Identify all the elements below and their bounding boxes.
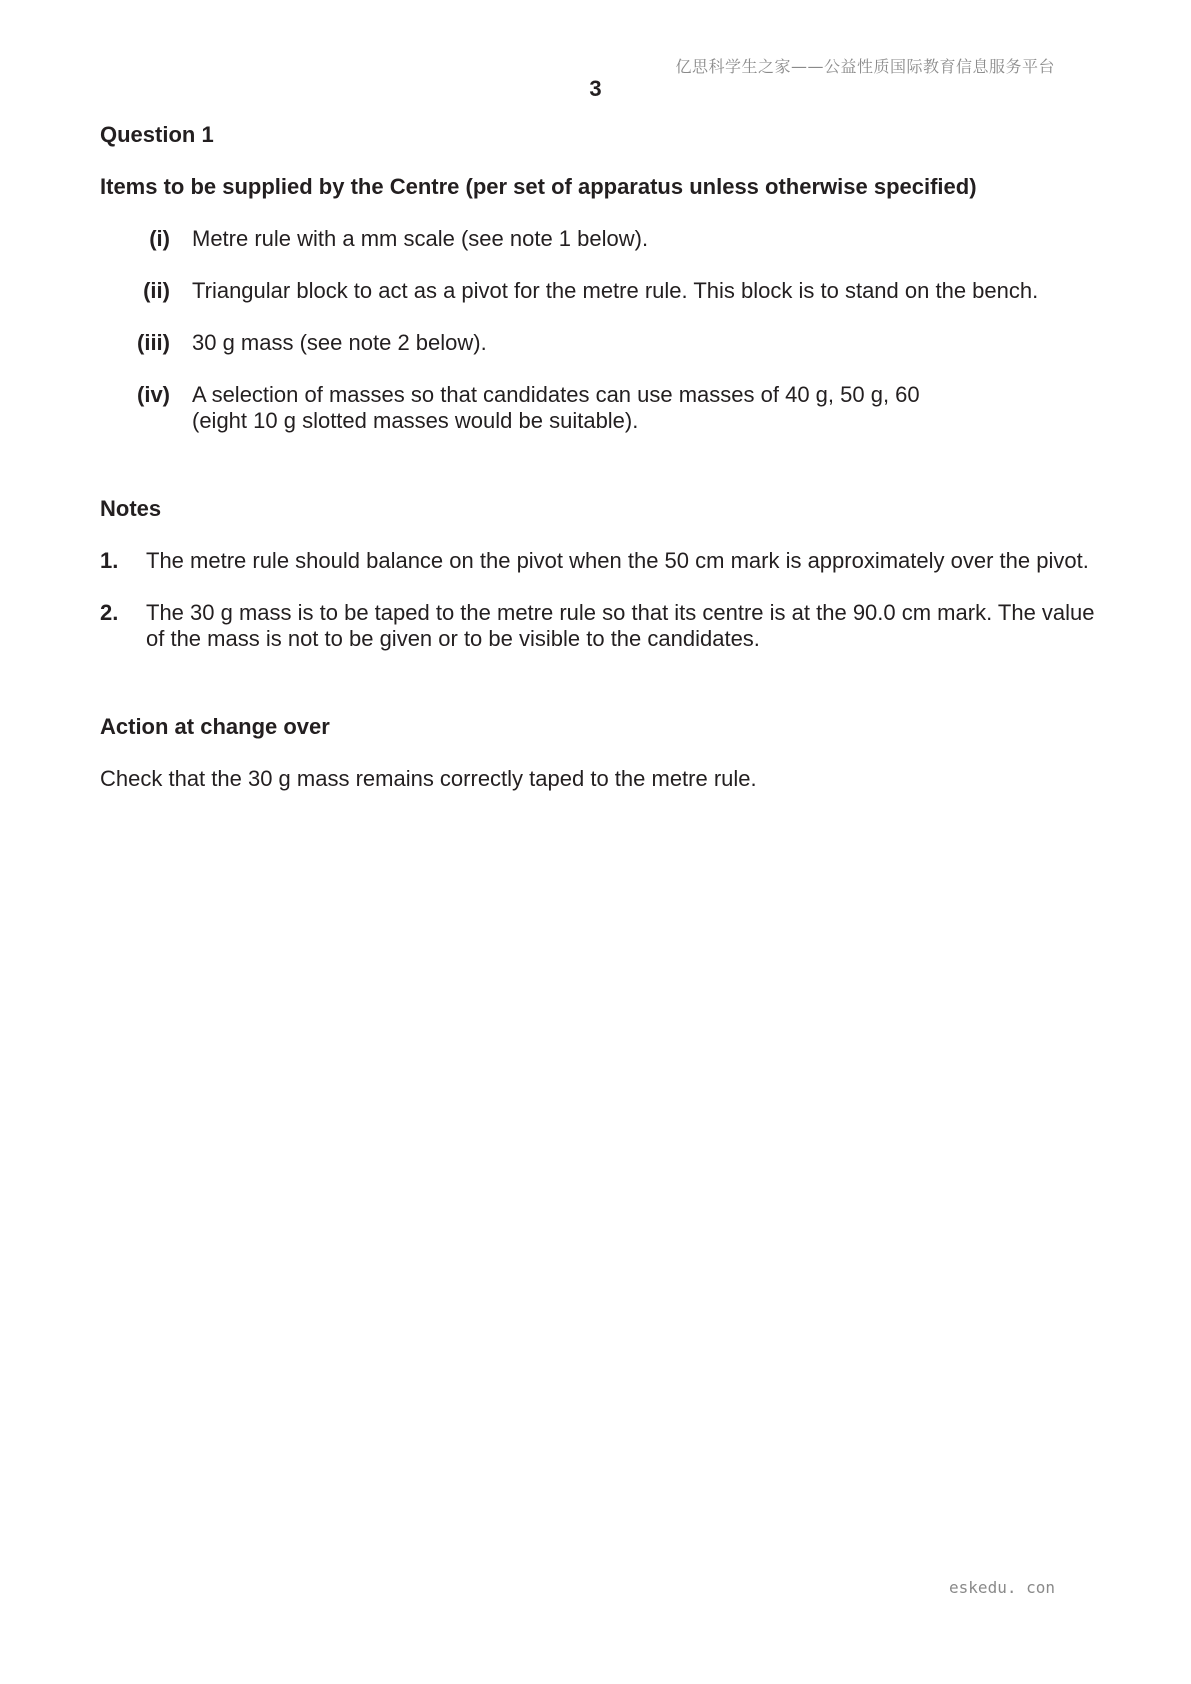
watermark-header: 亿思科学生之家——公益性质国际教育信息服务平台 bbox=[675, 57, 1055, 76]
list-item bbox=[100, 226, 1100, 252]
note-text: The 30 g mass is to be taped to the metre rule so that its centre is at the 90.0 cm mark. The value of the mass is not to be given or to be visible to the candidates. bbox=[146, 600, 1095, 651]
item-text: 30 g mass (see note 2 below). bbox=[192, 330, 487, 355]
item-text-line-1: A selection of masses so that candidates can use masses of 40 g, 50 g, 60 bbox=[192, 382, 920, 407]
document-body bbox=[100, 122, 1100, 792]
item-text-line-2: (eight 10 g slotted masses would be suitable). bbox=[192, 408, 639, 433]
watermark-footer: eskedu. con bbox=[949, 1578, 1055, 1597]
list-item bbox=[100, 382, 1100, 434]
item-text bbox=[192, 382, 1100, 434]
items-heading: Items to be supplied by the Centre (per set of apparatus unless otherwise specified) bbox=[100, 174, 977, 199]
note-number: 2. bbox=[100, 600, 119, 625]
action-text: Check that the 30 g mass remains correctly taped to the metre rule. bbox=[100, 766, 757, 791]
action-heading: Action at change over bbox=[100, 714, 330, 739]
item-number: (ii) bbox=[143, 278, 170, 303]
note-item bbox=[100, 548, 1100, 574]
note-text: The metre rule should balance on the pivot when the 50 cm mark is approximately over the pivot. bbox=[146, 548, 1089, 573]
note-number: 1. bbox=[100, 548, 119, 573]
item-number: (i) bbox=[149, 226, 170, 251]
question-title: Question 1 bbox=[100, 122, 214, 147]
notes-heading: Notes bbox=[100, 496, 162, 521]
item-number: (iii) bbox=[137, 330, 170, 355]
item-text: Triangular block to act as a pivot for the metre rule. This block is to stand on the bench. bbox=[192, 278, 1039, 303]
item-number: (iv) bbox=[137, 382, 170, 407]
list-item bbox=[100, 278, 1100, 304]
list-item bbox=[100, 330, 1100, 356]
page-number: 3 bbox=[589, 76, 602, 101]
note-item bbox=[100, 600, 1100, 652]
item-text: Metre rule with a mm scale (see note 1 below). bbox=[192, 226, 649, 251]
